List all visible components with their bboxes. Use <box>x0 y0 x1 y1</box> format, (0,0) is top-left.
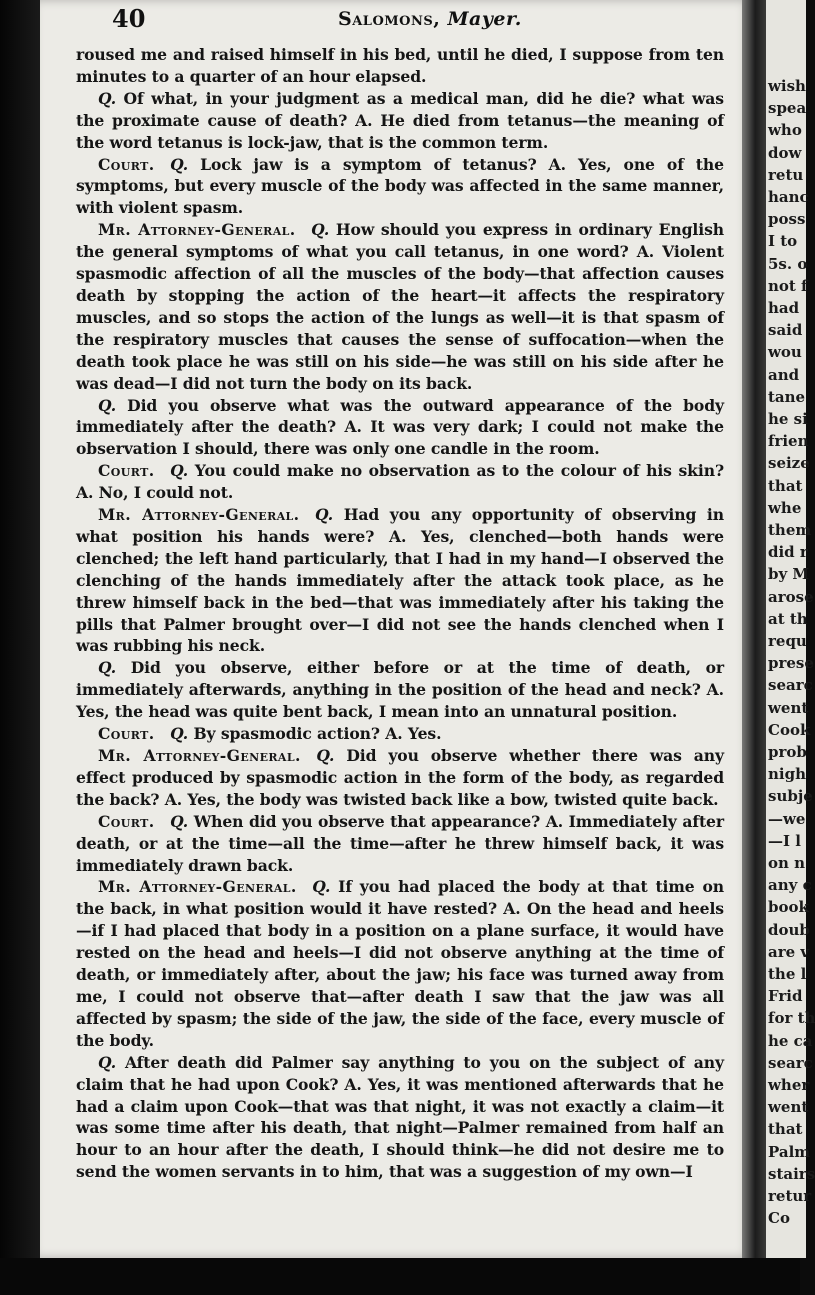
testimony-paragraph <box>76 88 724 154</box>
running-head-forename: Mayer. <box>447 8 522 30</box>
paragraph-text: Did you observe what was the outward appearance of the body immediately after the death? A. It was very dark; I could not make the observation I should, there was only one candle in the room. <box>76 395 724 459</box>
testimony-paragraph <box>76 657 724 723</box>
question-marker: Q. <box>170 461 189 481</box>
question-marker: Q. <box>98 395 117 415</box>
facing-page-fragment: said <box>768 321 803 340</box>
facing-page-fragment: arose <box>768 587 814 606</box>
paragraph-text: Had you any opportunity of observing in what position his hands were? A. Yes, clenched—both hands were clenched; the left hand particularly, that I had in my hand—I observed the clenching of the hands immediately after the attack took place, as he threw himself back in the bed—that was immediately after his taking the pills that Palmer brought over—I did not see the hands clenched when I was rubbing his neck. <box>76 505 724 656</box>
question-marker: Q. <box>98 88 117 108</box>
facing-page-fragment: any c <box>768 876 812 895</box>
testimony-paragraph <box>76 723 724 745</box>
book-gutter <box>742 0 766 1258</box>
facing-page-fragment: dow <box>768 143 802 162</box>
facing-page-fragment: the l <box>768 965 807 983</box>
paragraph-text: Did you observe, either before or at the time of death, or immediately afterwards, anything in the position of the head and neck? A. Yes, the head was quite bent back, I mean into an unnatural position. <box>76 658 724 722</box>
paragraph-text: When did you observe that appearance? A. Immediately after death, or at the time—all the time—after he threw himself back, it was immediately drawn back. <box>76 811 724 875</box>
speaker-label: Court. <box>98 461 155 481</box>
page-number: 40 <box>112 4 146 33</box>
facing-page-fragment: who <box>768 121 802 140</box>
testimony-paragraph <box>76 811 724 877</box>
scan-bottom-border <box>0 1258 800 1295</box>
facing-page-fragment: book <box>768 898 809 917</box>
facing-page-fragment: that <box>768 476 803 495</box>
testimony-text <box>76 44 724 1183</box>
testimony-paragraph <box>76 44 724 88</box>
facing-page-fragment: nigh <box>768 765 806 784</box>
page-header <box>112 4 732 34</box>
question-marker: Q. <box>312 877 331 897</box>
facing-page-fragment: he si <box>768 410 808 428</box>
speaker-label: Mr. Attorney-General. <box>98 746 301 765</box>
facing-page-fragment: did r <box>768 543 808 562</box>
facing-page-fragment: that <box>768 1120 803 1139</box>
facing-page-fragment: frien <box>768 432 809 451</box>
facing-page-fragment: prob <box>768 743 807 761</box>
question-marker: Q. <box>316 746 335 765</box>
facing-page-fragment: searc <box>768 676 813 695</box>
question-marker: Q. <box>98 658 117 678</box>
facing-page-fragment: I to <box>768 232 798 251</box>
speaker-label: Court. <box>98 811 155 831</box>
facing-page-fragment: doub <box>768 920 810 939</box>
speaker-label: Mr. Attorney-General. <box>98 877 297 897</box>
facing-page-fragment: had <box>768 299 800 317</box>
facing-page-fragment: Cook <box>768 720 811 739</box>
facing-page-fragment: retur <box>768 1187 812 1205</box>
testimony-paragraph <box>76 219 724 394</box>
facing-page-fragment: stairs <box>768 1164 815 1183</box>
facing-page-fragment: by M <box>768 565 810 584</box>
facing-page-fragment: Frid <box>768 987 803 1006</box>
paragraph-text: If you had placed the body at that time on the back, in what position would it have rested? A. On the head and heels—if I had placed that body in a position on a plane surface, it would have rested on the head and heels—I did not observe anything at the time of death, or immediately after, about the jaw; his face was turned away from me, I could not observe that—after death I saw that the jaw was all affected by spasm; the side of the jaw, the side of the face, every muscle of the body. <box>76 877 724 1050</box>
facing-page-fragment: went <box>768 698 809 717</box>
facing-page-fragment: them <box>768 521 812 539</box>
facing-page-fragment: searc <box>768 1053 813 1072</box>
testimony-paragraph <box>76 395 724 461</box>
running-head <box>338 8 522 30</box>
paragraph-text: Lock jaw is a symptom of tetanus? A. Yes, one of the symptoms, but every muscle of the body was affected in the same manner, with violent spasm. <box>76 154 724 218</box>
running-head-surname: Salomons, <box>338 8 441 30</box>
speaker-label: Mr. Attorney-General. <box>98 505 300 525</box>
facing-page-fragment: subje <box>768 787 813 806</box>
facing-page-fragment: requ <box>768 632 807 650</box>
facing-page-fragment: retu <box>768 165 804 184</box>
question-marker: Q. <box>170 724 189 744</box>
facing-page-fragment: tane <box>768 387 806 406</box>
facing-page-fragment: are v <box>768 942 810 961</box>
left-binding-shadow <box>0 0 40 1258</box>
facing-page-fragment: for th <box>768 1009 815 1028</box>
facing-page-fragment: on n <box>768 854 806 872</box>
question-marker: Q. <box>315 505 334 525</box>
question-marker: Q. <box>98 1052 117 1072</box>
facing-page-fragment: Palm <box>768 1142 811 1161</box>
facing-page-fragment: wou <box>768 343 802 362</box>
facing-page-fragment: —we <box>768 809 806 828</box>
paragraph-text: Of what, in your judgment as a medical man, did he die? what was the proximate cause of death? A. He died from tetanus—the meaning of the word tetanus is lock-jaw, that is the common term. <box>76 88 724 152</box>
facing-page-edge <box>766 0 815 1258</box>
speaker-label: Court. <box>98 724 155 744</box>
testimony-paragraph <box>76 876 724 1051</box>
speaker-label: Mr. Attorney-General. <box>98 220 296 240</box>
facing-page-fragment: wish <box>768 77 806 95</box>
facing-page-fragment: poss <box>768 210 806 229</box>
facing-page-fragment: —I l <box>768 831 801 850</box>
testimony-paragraph <box>76 154 724 220</box>
speaker-label: Court. <box>98 154 155 174</box>
paragraph-text: Did you observe whether there was any effect produced by spasmodic action in the form of the body, as regarded the back? A. Yes, the body was twisted back like a bow, twisted quite back. <box>76 746 724 809</box>
testimony-paragraph <box>76 745 724 811</box>
facing-page-fragment: hanc <box>768 188 809 206</box>
paragraph-text: You could make no observation as to the colour of his skin? A. No, I could not. <box>76 461 724 503</box>
facing-page-fragment: not f <box>768 276 808 295</box>
question-marker: Q. <box>170 154 189 174</box>
facing-page-fragment: wher <box>768 1076 810 1094</box>
testimony-paragraph <box>76 460 724 504</box>
facing-page-fragment: Co <box>768 1209 790 1228</box>
testimony-paragraph <box>76 1052 724 1183</box>
facing-page-fragment: whe <box>768 498 802 517</box>
facing-page-fragment: 5s. o <box>768 254 808 273</box>
facing-page-fragment: and <box>768 365 800 384</box>
facing-page-fragment: at th <box>768 609 808 628</box>
testimony-paragraph <box>76 504 724 657</box>
paragraph-text: After death did Palmer say anything to you on the subject of any claim that he had upon Cook? A. Yes, it was mentioned afterwards that he had a claim upon Cook—that was that night, it was not exactly a claim—it was some time after his death, that night—Palmer remained from half an hour to an hour after the death, I should think—he did not desire me to send the women servants in to him, that was a suggestion of my own—I <box>76 1052 724 1182</box>
question-marker: Q. <box>170 811 189 831</box>
facing-page-fragment: seize <box>768 454 810 473</box>
facing-page-fragment: prese <box>768 654 814 673</box>
facing-page-fragment: went <box>768 1098 809 1117</box>
paragraph-text: By spasmodic action? A. Yes. <box>193 724 442 744</box>
facing-page-fragment: he ca <box>768 1031 813 1050</box>
paragraph-text: roused me and raised himself in his bed, until he died, I suppose from ten minutes to a quarter of an hour elapsed. <box>76 45 724 86</box>
paragraph-text: How should you express in ordinary English the general symptoms of what you call tetanus, in one word? A. Violent spasmodic affection of all the muscles of the body—that affection causes death by stopping the action of the heart—it affects the respiratory muscles, and so stops the action of the lungs as well—it is that spasm of the respiratory muscles that causes the sense of suffocation—when the death took place he was still on his side—he was still on his side after he was dead—I did not turn the body on its back. <box>76 220 724 393</box>
question-marker: Q. <box>311 220 330 240</box>
facing-page-fragment: spea <box>768 99 807 118</box>
